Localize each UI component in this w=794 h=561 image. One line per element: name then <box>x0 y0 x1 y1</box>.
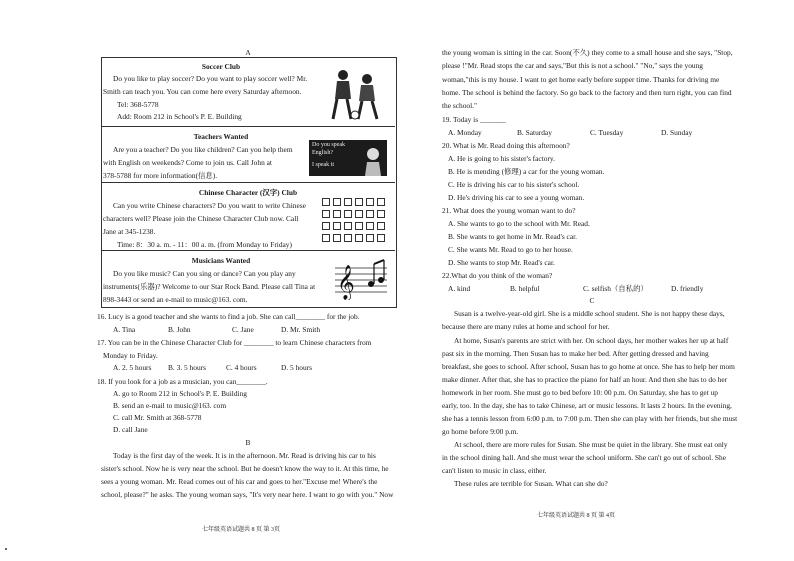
section-c-title: C <box>589 296 595 305</box>
passage-b-line: school, please?" he asks. The young woman says, "It's very near here. I want to go with you." Now <box>101 490 394 499</box>
option-a: A. kind <box>448 284 471 293</box>
page-footer: 七年级英语试题共 8 页 第 4页 <box>537 513 616 519</box>
musicians-line: Do you like music? Can you sing or dance? Can you play any <box>113 269 296 278</box>
option-d: D. 5 hours <box>281 363 312 372</box>
option-d: D. call Jane <box>113 425 148 434</box>
ads-divider <box>101 126 395 127</box>
board-text: Do you speak <box>312 142 345 148</box>
option-b: B. John <box>168 325 191 334</box>
passage-c-line: because there are many rules at home and school for her. <box>442 322 610 331</box>
question-18: 18. If you look for a job as a musician, you can________. <box>97 377 268 386</box>
ads-divider <box>101 250 395 251</box>
option-b: B. He is mending (修理) a car for the young woman. <box>448 167 605 176</box>
soccer-tel: Tel: 368-5778 <box>117 100 159 109</box>
option-c: C. selfish（自私的） <box>583 284 648 293</box>
passage-c-line: At school, there are more rules for Susan. She must be quiet in the library. She must eat only <box>454 440 728 449</box>
music-notes-picture <box>333 254 391 300</box>
passage-c-line: in the school dining hall. And she must wear the school uniform. She can't go out of school. She <box>442 453 726 462</box>
section-a-title: A <box>245 48 251 57</box>
svg-text:𝄞: 𝄞 <box>337 265 355 300</box>
option-b: B. send an e-mail to music@163. com <box>113 401 227 410</box>
section-b-title: B <box>245 438 251 447</box>
option-c: C. Tuesday <box>590 128 624 137</box>
question-17-cont: Monday to Friday. <box>103 351 158 360</box>
ads-divider <box>101 182 395 183</box>
musicians-title: Musicians Wanted <box>191 256 251 265</box>
chinese-line: Jane at 345-1238. <box>103 227 156 236</box>
question-21: 21. What does the young woman want to do? <box>442 206 576 215</box>
passage-c-line: homework in her room. She must go to bed before 10: 00 p.m. On Saturday, she has to get up <box>442 388 719 397</box>
option-a: A. go to Room 212 in School's P. E. Building <box>113 389 247 398</box>
option-d: D. Mr. Smith <box>281 325 321 334</box>
option-c: C. call Mr. Smith at 368-5778 <box>113 413 202 422</box>
passage-b-cont-line: woman,"this is my house. I want to get home early before supper time. Thanks for driving me <box>442 75 720 84</box>
board-text: English? <box>312 150 333 156</box>
passage-b-line: sister's school. Now he is very near the school. But he doesn't know the way to it. At this time, he <box>101 464 389 473</box>
question-17: 17. You can be in the Chinese Character Club for ________ to learn Chinese characters from <box>97 338 372 347</box>
teachers-line: Are you a teacher? Do you like children? Can you help them <box>113 145 293 154</box>
option-c: C. He is driving his car to his sister's school. <box>448 180 580 189</box>
blackboard-picture <box>309 140 387 176</box>
chinese-club-title: Chinese Character (汉字) Club <box>198 188 298 197</box>
right-page <box>397 0 794 561</box>
soccer-line: Do you like to play soccer? Do you want to play soccer well? Mr. <box>113 74 308 83</box>
teachers-title: Teachers Wanted <box>193 132 249 141</box>
passage-c-line: Susan is a twelve-year-old girl. She is a middle school student. She is not happy these days, <box>454 309 725 318</box>
option-b: B. 3. 5 hours <box>168 363 206 372</box>
soccer-title: Soccer Club <box>201 62 241 71</box>
passage-c-line: breakfast, she goes to school. After school, Susan has to go home at once. She has to help her mom <box>442 362 735 371</box>
chinese-line: Can you write Chinese characters? Do you want to write Chinese <box>113 201 306 210</box>
musicians-line: instruments(乐器)? Welcome to our Star Rock Band. Please call Tina at <box>103 282 316 291</box>
option-d: D. She wants to stop Mr. Read's car. <box>448 258 555 267</box>
passage-c-line: past six in the morning. Then Susan has to make her bed. After getting dressed and having <box>442 349 709 358</box>
passage-c-line: make dinner. After that, she has to practice the piano for half an hour. And then she has to do her <box>442 375 728 384</box>
passage-c-line: These rules are terrible for Susan. What can she do? <box>454 479 608 488</box>
option-a: A. 2. 5 hours <box>113 363 152 372</box>
teachers-line: with English on weekends? Come to join us. Call John at <box>103 158 272 167</box>
chinese-time: Time: 8：30 a. m. - 11：00 a. m. (from Monday to Friday) <box>117 240 292 249</box>
option-b: B. She wants to get home in Mr. Read's car. <box>448 232 578 241</box>
scan-speck <box>5 548 7 550</box>
passage-b-cont-line: home. The school is behind the factory. So go back to the factory and then turn right, you can find <box>442 88 732 97</box>
option-d: D. Sunday <box>661 128 693 137</box>
option-b: B. Saturday <box>517 128 552 137</box>
soccer-players-picture <box>325 63 387 123</box>
passage-b-line: sees a young woman. Mr. Read comes out of his car and goes to her."Excuse me! Where's the <box>101 477 378 486</box>
passage-c-line: At home, Susan's parents are strict with her. On school days, her mother wakes her up at half <box>454 336 729 345</box>
passage-c-line: can't listen to music in class, either. <box>442 466 547 475</box>
passage-c-line: go home before 9:00 p.m. <box>442 427 519 436</box>
passage-b-line: Today is the first day of the week. It is in the afternoon. Mr. Read is driving his car to his <box>113 451 376 460</box>
option-c: C. She wants Mr. Read to go to her house. <box>448 245 573 254</box>
option-d: D. He's driving his car to see a young woman. <box>448 193 585 202</box>
question-19: 19. Today is _______ <box>442 115 506 124</box>
option-a: A. Tina <box>113 325 136 334</box>
option-c: C. Jane <box>232 325 254 334</box>
page-footer: 七年级英语试题共 8 页 第 3页 <box>202 527 281 533</box>
option-a: A. He is going to his sister's factory. <box>448 154 555 163</box>
character-grid-picture <box>322 198 386 242</box>
teachers-line: 378-5788 for more information(信息). <box>103 171 218 180</box>
option-c: C. 4 hours <box>226 363 257 372</box>
option-b: B. helpful <box>510 284 540 293</box>
question-22: 22.What do you think of the woman? <box>442 271 553 280</box>
option-a: A. She wants to go to the school with Mr. Read. <box>448 219 590 228</box>
passage-b-cont-line: the young woman is sitting in the car. Soon(不久) they come to a small house and she says, "Stop, <box>442 48 733 57</box>
soccer-address: Add: Room 212 in School's P. E. Building <box>117 112 242 121</box>
passage-b-cont-line: the school." <box>442 101 478 110</box>
passage-c-line: early, too. In the day, she has to take Chinese, art or music lessons. It lasts 2 hours. In the evening, <box>442 401 732 410</box>
passage-b-cont-line: please !"Mr. Read stops the car and says,"But this is not a school." "No," says the young <box>442 61 703 70</box>
soccer-line: Smith can teach you. You can come here every Saturday afternoon. <box>103 87 302 96</box>
option-a: A. Monday <box>448 128 482 137</box>
question-16: 16. Lucy is a good teacher and she wants to find a job. She can call________ for the job. <box>97 312 360 321</box>
musicians-line: 898-3443 or send an e-mail to music@163. com. <box>103 295 248 304</box>
question-20: 20. What is Mr. Read doing this afternoon? <box>442 141 570 150</box>
passage-c-line: she has a tennis lesson from 6:00 p.m. to 7:00 p.m. Then she can play with her friends, but she must <box>442 414 738 423</box>
chinese-line: characters well? Please join the Chinese Character Club now. Call <box>103 214 299 223</box>
board-text: I speak it <box>312 162 334 168</box>
option-d: D. friendly <box>671 284 704 293</box>
